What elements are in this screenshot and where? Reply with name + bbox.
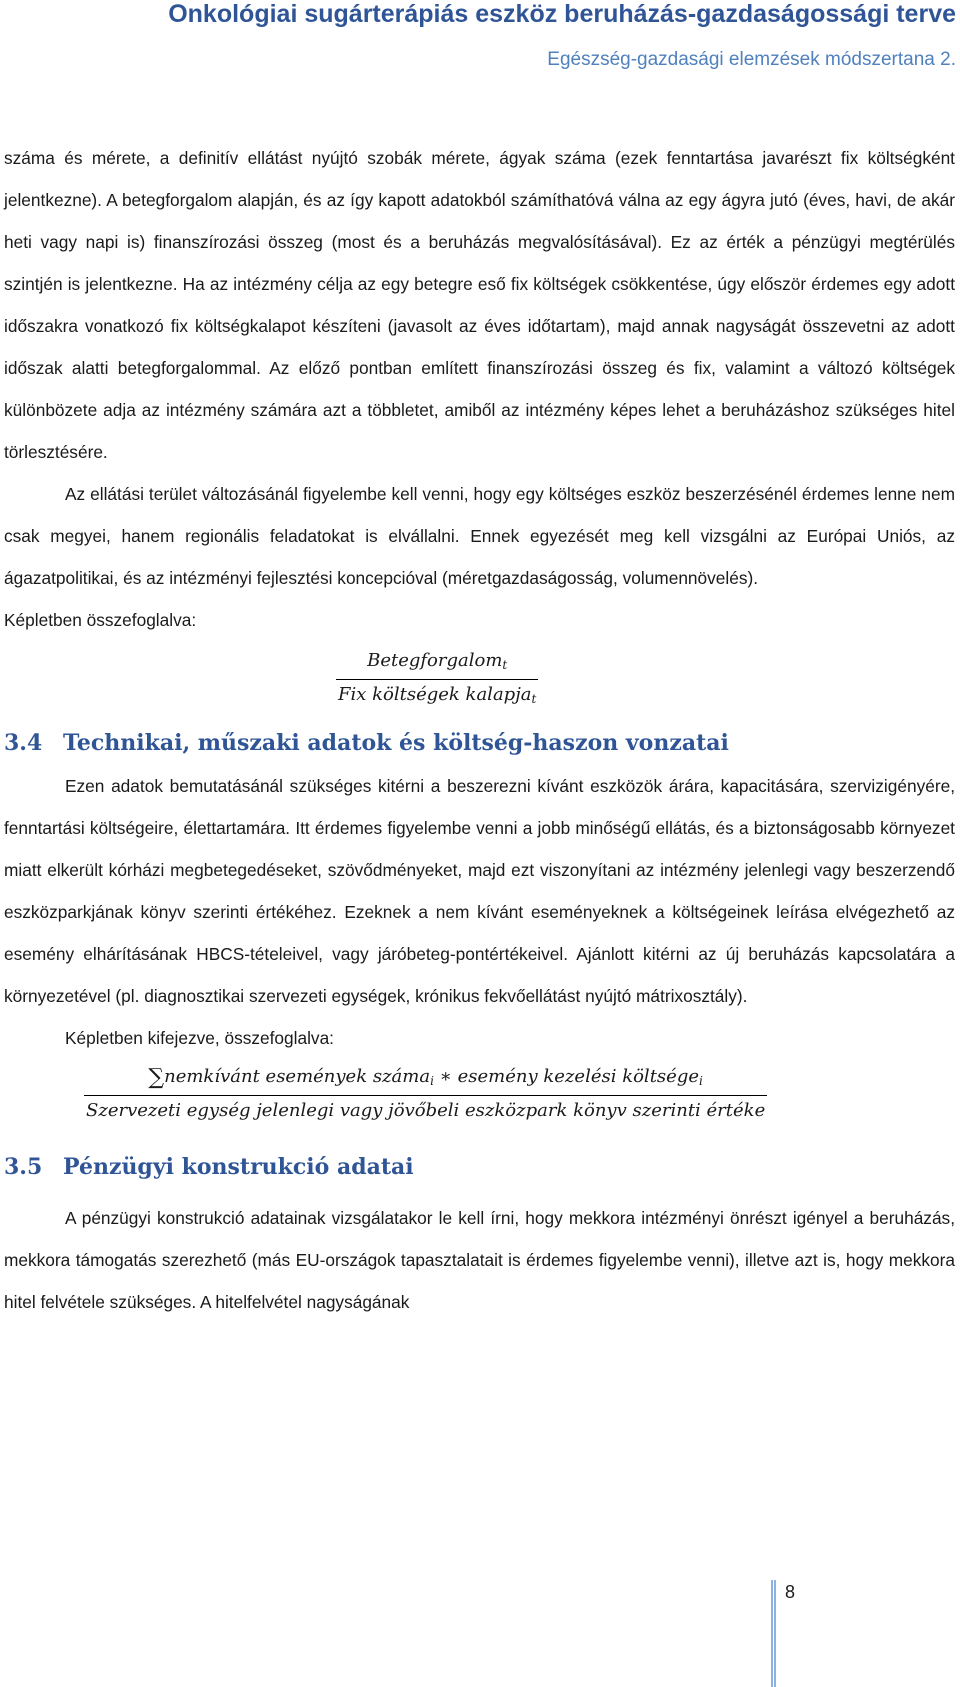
- paragraph-4: Ezen adatok bemutatásánál szükséges kitérni a beszerezni kívánt eszközök árára, kapacitására, szervizigényére, fenntartási költségeire, élettartamára. Itt érdemes figyelembe venni a jobb minőségű ellátás, és a biztonságosabb környezet miatt elkerült kórházi megbetegedéseket, szövődményeket, majd ezt viszonyítani az intézmény jelenlegi vagy beszerzendő eszközparkjának könyv szerinti értékéhez. Ezeknek a nem kívánt eseményeknek a költségeinek leírása elvégezhető az esemény elhárításának HBCS-tételeivel, vagy járóbeteg-pontértékeivel. Ajánlott kitérni az új beruházás kapcsolatára a környezetével (pl. diagnosztikai szervezeti egységek, krónikus fekvőellátást nyújtó mátrixosztály).: [4, 776, 955, 1006]
- paragraph-3: Képletben összefoglalva:: [4, 610, 197, 630]
- formula-1-numerator: Betegforgalom$_t$: [367, 650, 508, 672]
- page-number-bar: [771, 1580, 776, 1687]
- page-number: 8: [785, 1582, 796, 1602]
- formula-2: [4, 1059, 955, 1131]
- paragraph-1: száma és mérete, a definitív ellátást nyújtó szobák mérete, ágyak száma (ezek fenntartása javarészt fix költségként jelentkezne). A betegforgalom alapján, és az így kapott adatokból számíthatóvá válna az egy ágyra jutó (éves, havi, de akár heti vagy napi is) finanszírozási összeg (most és a beruházás megvalósításával). Ez az érték a pénzügyi megtérülés szintjén is jelentkezne. Ha az intézmény célja az egy betegre eső fix költségek csökkentése, úgy először érdemes egy adott időszakra vonatkozó fix költségkalapot készíteni (javasolt az éves időtartam), majd annak nagyságát összevetni az adott időszak alatti betegforgalommal. Az előző pontban említett finanszírozási összeg és fix, valamint a változó költségek különbözete adja az intézmény számára azt a többletet, amiből az intézmény képes lehet a beruházáshoz szükséges hitel törlesztésére.: [4, 148, 955, 462]
- page-content: [4, 137, 955, 1323]
- paragraph-5: Képletben kifejezve, összefoglalva:: [65, 1028, 334, 1048]
- paragraph-6: A pénzügyi konstrukció adatainak vizsgálatakor le kell írni, hogy mekkora intézményi önrészt igényel a beruházás, mekkora támogatás szerezhető (más EU-országok tapasztalatait is érdemes figyelembe venni), illetve azt is, hogy mekkora hitel felvétele szükséges. A hitelfelvétel nagyságának: [4, 1208, 955, 1312]
- formula-2-denominator: Szervezeti egység jelenlegi vagy jövőbeli eszközpark könyv szerinti értéke: [84, 1095, 767, 1126]
- formula-2-fraction: [84, 1063, 767, 1126]
- formula-1-denominator: Fix költségek kalapja$_t$: [336, 679, 538, 714]
- header-subtitle: Egészség-gazdasági elemzések módszertana 2.: [547, 49, 956, 70]
- formula-2-numerator: ∑nemkívánt események száma$_i$ ∗ esemény kezelési költsége$_i$: [148, 1065, 703, 1090]
- formula-1: [4, 641, 955, 715]
- section-heading-3-4: 3.4 Technikai, műszaki adatok és költség-haszon vonzatai: [4, 730, 729, 756]
- paragraph-2: Az ellátási terület változásánál figyelembe kell venni, hogy egy költséges eszköz beszerzésénél érdemes lenne nem csak megyei, hanem regionális feladatokat is elvállalni. Ennek egyezését meg kell vizsgálni az Európai Uniós, az ágazatpolitikai, és az intézményi fejlesztési koncepcióval (méretgazdaságosság, volumennövelés).: [4, 484, 955, 588]
- section-heading-3-5: 3.5 Pénzügyi konstrukció adatai: [4, 1154, 414, 1180]
- formula-1-fraction: [336, 647, 538, 714]
- header-title: Onkológiai sugárterápiás eszköz beruházás-gazdaságossági terve: [168, 0, 956, 28]
